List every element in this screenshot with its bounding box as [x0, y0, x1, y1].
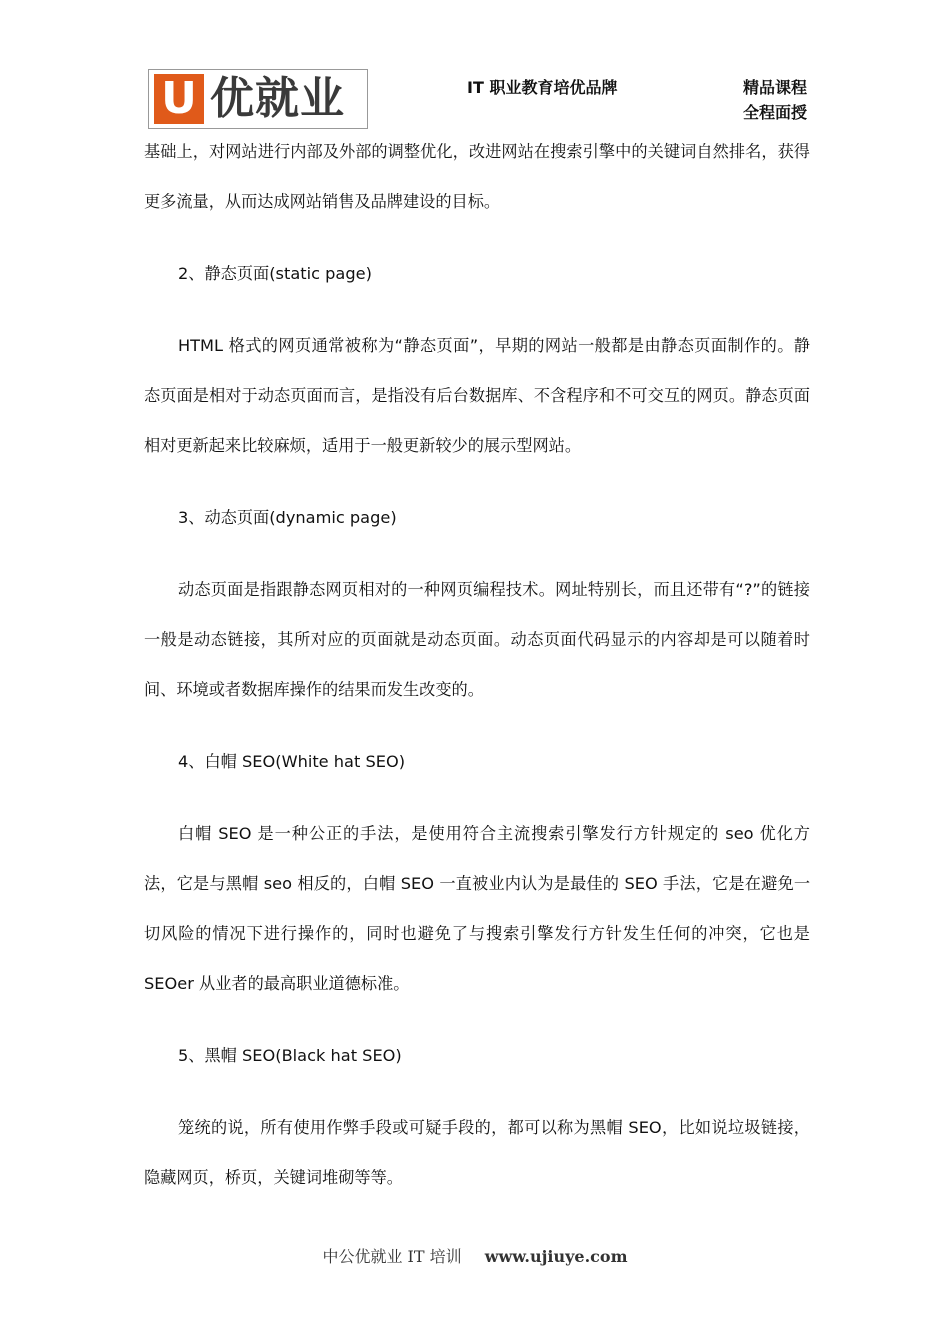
- paragraph-static-page: HTML 格式的网页通常被称为“静态页面”，早期的网站一般都是由静态页面制作的。静态页面是相对于动态页面而言，是指没有后台数据库、不含程序和不可交互的网页。静态页面相对更新起来比较麻烦，适用于一般更新较少的展示型网站。: [144, 336, 810, 455]
- document-body: [144, 127, 810, 1203]
- footer-website-link[interactable]: www.ujiuye.com: [484, 1247, 628, 1266]
- logo-text: 优就业: [210, 73, 345, 124]
- page-footer: [0, 1244, 950, 1267]
- header-tag-courses: 精品课程: [742, 78, 807, 97]
- paragraph-intro: 基础上，对网站进行内部及外部的调整优化，改进网站在搜索引擎中的关键词自然排名，获得更多流量，从而达成网站销售及品牌建设的目标。: [144, 142, 810, 211]
- header-slogan: IT 职业教育培优品牌: [467, 78, 618, 97]
- heading-white-hat-seo: 4、白帽 SEO(White hat SEO): [178, 752, 406, 771]
- heading-static-page: 2、静态页面(static page): [178, 264, 372, 283]
- logo-u-icon: U: [154, 74, 204, 124]
- heading-dynamic-page: 3、动态页面(dynamic page): [178, 508, 397, 527]
- paragraph-black-hat-seo: 笼统的说，所有使用作弊手段或可疑手段的，都可以称为黑帽 SEO，比如说垃圾链接，隐藏网页，桥页，关键词堆砌等等。: [144, 1118, 810, 1187]
- header-tag-teaching: 全程面授: [742, 103, 807, 122]
- brand-logo: [148, 69, 368, 129]
- paragraph-dynamic-page: 动态页面是指跟静态网页相对的一种网页编程技术。网址特别长，而且还带有“?”的链接一般是动态链接，其所对应的页面就是动态页面。动态页面代码显示的内容却是可以随着时间、环境或者数据库操作的结果而发生改变的。: [144, 580, 810, 699]
- paragraph-white-hat-seo: 白帽 SEO 是一种公正的手法，是使用符合主流搜索引擎发行方针规定的 seo 优化方法，它是与黑帽 seo 相反的，白帽 SEO 一直被业内认为是最佳的 SEO 手法，它是在避免一切风险的情况下进行操作的，同时也避免了与搜索引擎发行方针发生任何的冲突，它也是 SEOer 从业者的最高职业道德标准。: [144, 824, 810, 993]
- heading-black-hat-seo: 5、黑帽 SEO(Black hat SEO): [178, 1046, 402, 1065]
- footer-org: 中公优就业 IT 培训: [322, 1247, 462, 1266]
